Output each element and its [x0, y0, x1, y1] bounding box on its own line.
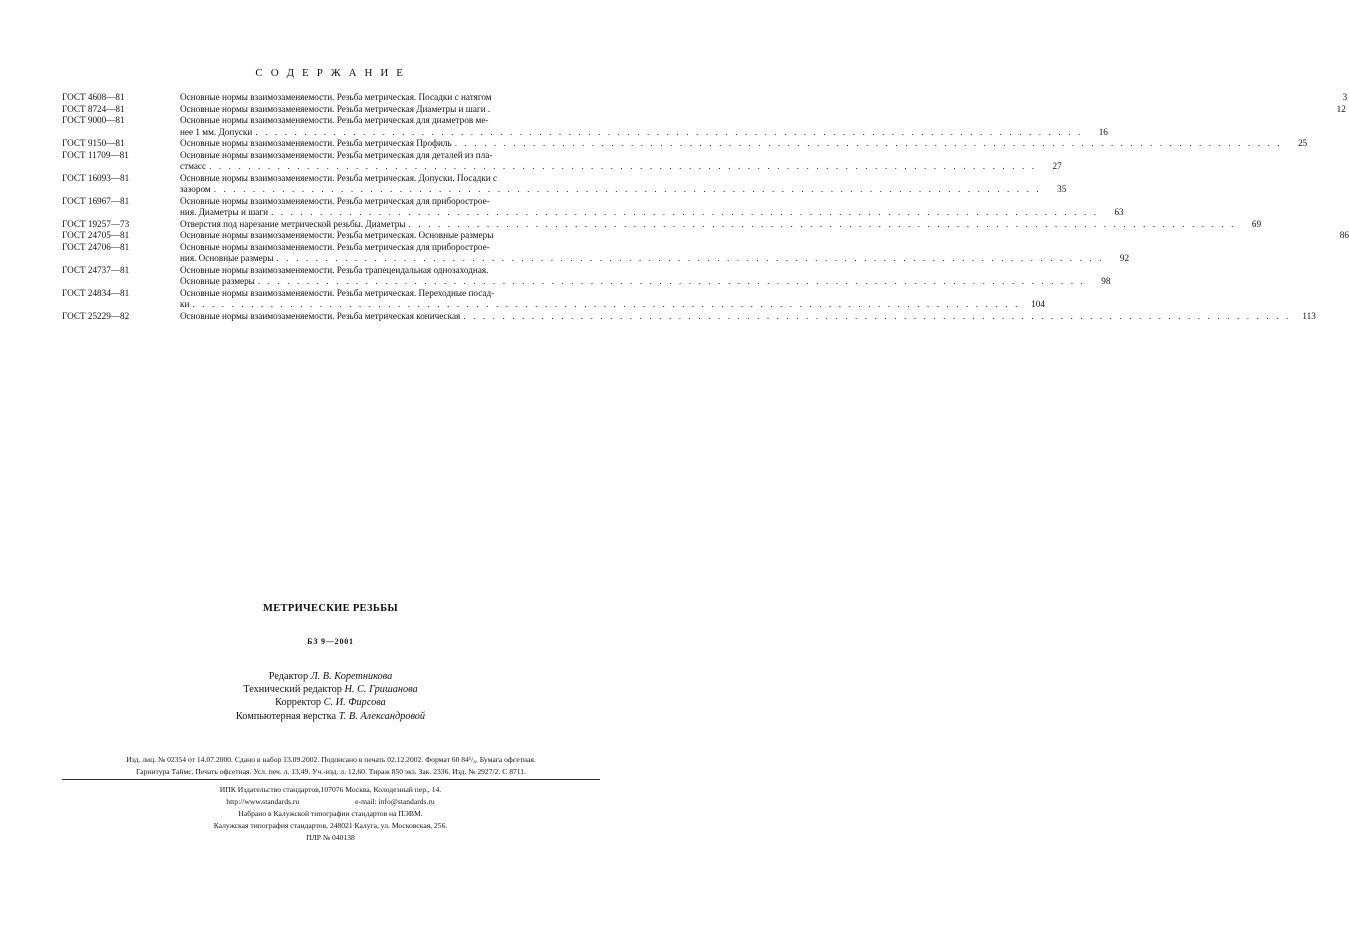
toc-page-number: 25	[1298, 138, 1308, 148]
dot-leader	[455, 138, 1283, 150]
bz-number: БЗ 9—2001	[307, 637, 354, 646]
toc-description-line: Основные нормы взаимозаменяемости. Резьба метрическая. Посадки с натягом	[180, 92, 492, 102]
toc-description-line: Основные нормы взаимозаменяемости. Резьба метрическая. Основные размеры	[180, 230, 494, 240]
dot-leader	[258, 276, 1086, 288]
toc-description-line: ния. Основные размеры	[180, 253, 274, 263]
toc-page-number: 16	[1098, 126, 1108, 137]
toc-page-number: 63	[1114, 207, 1124, 217]
publisher-email: e-mail: info@standards.ru	[355, 797, 435, 806]
imprint-line: Изд. лиц. № 02354 от 14.07.2000. Сдано в набор 13.09.2002. Подписано в печать 02.12.2002. Формат 60 84¹/₈. Бумага офсетная.	[126, 755, 536, 764]
toc-entry	[62, 149, 1062, 173]
toc-description	[180, 265, 1110, 288]
table-of-contents	[62, 92, 1349, 322]
toc-standard-code: ГОСТ 24737—81	[62, 264, 130, 275]
toc-description	[180, 104, 1346, 116]
toc-description	[180, 242, 1129, 265]
toc-standard-code: ГОСТ 24705—81	[62, 230, 130, 240]
dot-leader	[408, 219, 1236, 231]
toc-description-line: ния. Диаметры и шаги	[180, 207, 269, 217]
toc-description	[180, 115, 1108, 138]
toc-description-line: зазором	[180, 184, 211, 194]
toc-description	[180, 173, 1066, 196]
toc-description-line: ки	[180, 299, 190, 309]
dot-leader	[209, 161, 1037, 173]
credit-technical-editor: Технический редактор Н. С. Гришанова	[243, 684, 418, 696]
toc-entry	[62, 138, 1308, 150]
toc-standard-code: ГОСТ 24706—81	[62, 241, 130, 252]
toc-standard-code: ГОСТ 24834—81	[62, 287, 130, 298]
toc-page-number: 35	[1057, 184, 1067, 194]
toc-entry	[62, 103, 1346, 116]
toc-page-number: 92	[1119, 253, 1130, 263]
toc-description-line: Отверстия под нарезание метрической резьбы. Диаметры	[180, 218, 406, 229]
toc-standard-code: ГОСТ 9150—81	[62, 138, 125, 148]
toc-standard-code: ГОСТ 19257—73	[62, 218, 130, 229]
imprint-block	[62, 754, 600, 778]
toc-description	[180, 150, 1062, 173]
credits-block	[0, 670, 661, 723]
toc-page-number: 69	[1251, 218, 1262, 229]
toc-description	[180, 92, 1347, 104]
toc-entry	[62, 310, 1316, 323]
toc-description-line: Основные нормы взаимозаменяемости. Резьба метрическая для приборострое-	[180, 241, 490, 252]
toc-entry	[62, 241, 1130, 265]
toc-entry	[62, 264, 1111, 288]
toc-standard-code: ГОСТ 4608—81	[62, 92, 125, 102]
toc-standard-code: ГОСТ 16967—81	[62, 195, 130, 206]
toc-page-number: 86	[1339, 230, 1349, 240]
credit-corrector: Корректор С. И. Фирсова	[275, 697, 386, 709]
toc-description-line: Основные нормы взаимозаменяемости. Резьба метрическая Профиль	[180, 138, 452, 148]
toc-description	[180, 138, 1307, 150]
toc-entry	[62, 230, 1349, 242]
toc-description	[180, 196, 1124, 219]
dot-leader	[277, 253, 1105, 265]
publisher-website: http://www.standards.ru	[226, 797, 300, 806]
credit-editor: Редактор Л. В. Коретникова	[268, 671, 393, 682]
dot-leader	[214, 184, 1042, 196]
toc-description-line: Основные нормы взаимозаменяемости. Резьба метрическая для диаметров ме-	[180, 115, 489, 125]
toc-description	[180, 311, 1316, 323]
toc-description	[180, 230, 1349, 242]
toc-page-number: 104	[1031, 299, 1045, 309]
toc-description-line: Основные размеры	[180, 276, 255, 286]
toc-entry	[62, 92, 1348, 104]
typesetting-note: Набрано в Калужской типографии стандартов на ПЭВМ.	[238, 809, 423, 818]
toc-standard-code: ГОСТ 9000—81	[62, 115, 125, 125]
toc-description-line: Основные нормы взаимозаменяемости. Резьба метрическая Диаметры и шаги .	[180, 103, 491, 114]
toc-description-line: Основные нормы взаимозаменяемости. Резьба метрическая. Переходные посад-	[180, 287, 495, 298]
dot-leader	[463, 311, 1291, 323]
toc-description-line: Основные нормы взаимозаменяемости. Резьба трапецеидальная однозаходная.	[180, 264, 489, 275]
dot-leader	[271, 207, 1099, 219]
toc-page-number: 12	[1336, 103, 1346, 114]
book-title: МЕТРИЧЕСКИЕ РЕЗЬБЫ	[263, 603, 398, 614]
toc-standard-code: ГОСТ 11709—81	[62, 149, 129, 160]
dot-leader	[255, 127, 1083, 139]
credit-layout: Компьютерная верстка Т. В. Александровой	[235, 710, 426, 722]
license-number: ПЛР № 040138	[306, 833, 355, 842]
publisher-contacts	[0, 796, 661, 808]
divider	[62, 779, 600, 780]
toc-entry	[62, 218, 1262, 231]
toc-description-line: стмасс	[180, 161, 207, 171]
printing-house: Калужская типография стандартов, 248021 Калуга, ул. Московская, 256.	[213, 821, 448, 830]
imprint-line: Гарнитура Таймс. Печать офсетная. Усл. печ. л. 13,49. Уч.-изд. л. 12,60. Тираж 850 экз. Зак. 2336. Изд. № 2927/2. С 8711.	[135, 767, 526, 776]
toc-description-line: Основные нормы взаимозаменяемости. Резьба метрическая для деталей из пла-	[180, 149, 493, 160]
dot-leader	[192, 299, 1020, 311]
toc-description	[180, 219, 1261, 231]
toc-entry	[62, 115, 1108, 138]
toc-standard-code: ГОСТ 8724—81	[62, 103, 125, 114]
toc-page-number: 27	[1052, 161, 1062, 171]
publisher-address: ИПК Издательство стандартов,107076 Москва, Колодезный пер., 14.	[219, 785, 442, 794]
toc-standard-code: ГОСТ 16093—81	[62, 172, 130, 183]
toc-entry	[62, 287, 1045, 311]
contents-title: С О Д Е Р Ж А Н И Е	[255, 67, 406, 79]
toc-description-line: Основные нормы взаимозаменяемости. Резьба метрическая коническая	[180, 310, 461, 321]
toc-description-line: Основные нормы взаимозаменяемости. Резьба метрическая. Допуски. Посадки с	[180, 172, 498, 183]
toc-description	[180, 288, 1045, 311]
toc-page-number: 113	[1302, 310, 1316, 321]
toc-entry	[62, 195, 1124, 219]
toc-description-line: Основные нормы взаимозаменяемости. Резьба метрическая для приборострое-	[180, 195, 490, 206]
toc-page-number: 98	[1101, 276, 1111, 286]
toc-entry	[62, 172, 1067, 196]
toc-page-number: 3	[1342, 92, 1348, 102]
publisher-block	[0, 784, 661, 844]
toc-standard-code: ГОСТ 25229—82	[62, 310, 130, 321]
toc-description-line: нее 1 мм. Допуски	[180, 126, 253, 137]
